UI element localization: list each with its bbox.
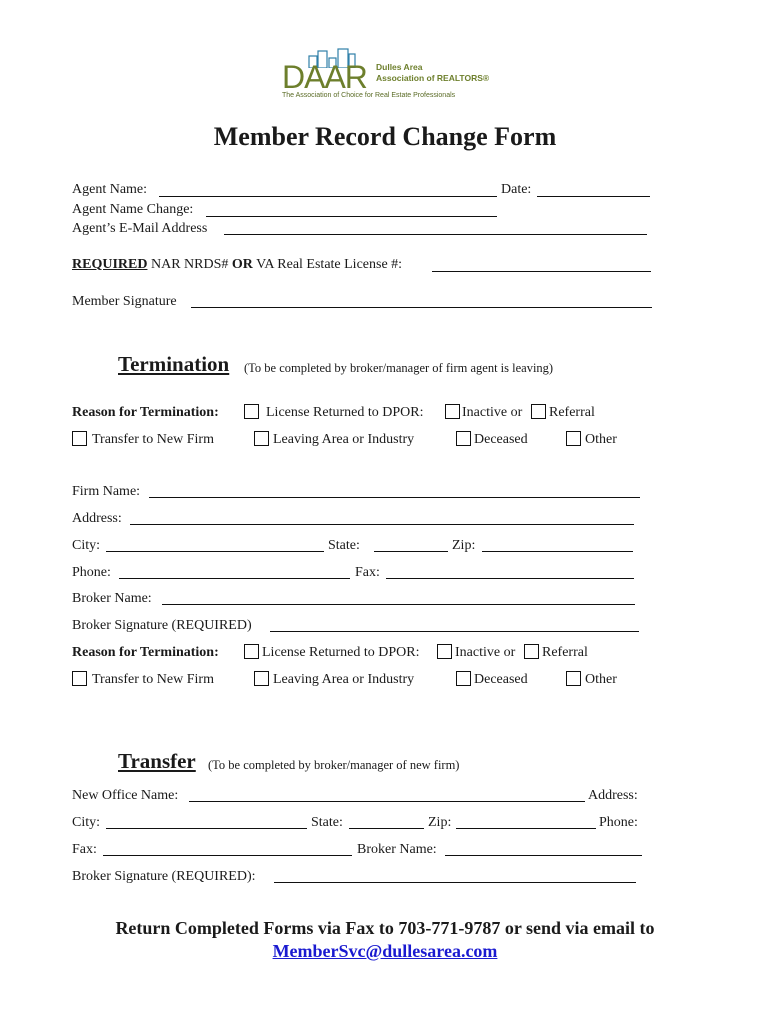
transfer-firm-label-2: Transfer to New Firm (92, 672, 214, 687)
address-field[interactable] (130, 524, 634, 525)
new-office-label: New Office Name: (72, 788, 179, 803)
transfer-firm-checkbox[interactable] (72, 431, 87, 446)
leaving-area-label-2: Leaving Area or Industry (273, 672, 415, 687)
firm-name-label: Firm Name: (72, 484, 141, 499)
transfer-broker-name-label: Broker Name: (357, 842, 437, 857)
phone-field[interactable] (119, 578, 350, 579)
transfer-zip-label: Zip: (428, 815, 452, 830)
page-title: Member Record Change Form (213, 122, 557, 151)
transfer-heading: Transfer (118, 749, 196, 773)
other-checkbox-2[interactable] (566, 671, 581, 686)
new-office-field[interactable] (189, 801, 585, 802)
date-label: Date: (501, 182, 532, 197)
logo-tagline: The Association of Choice for Real Estate Professionals (282, 92, 456, 99)
fax-field[interactable] (386, 578, 634, 579)
transfer-city-field[interactable] (106, 828, 307, 829)
required-word: REQUIRED (72, 257, 148, 272)
deceased-checkbox[interactable] (456, 431, 471, 446)
license-returned-label: License Returned to DPOR: (266, 405, 424, 420)
transfer-city-label: City: (72, 815, 101, 830)
license-returned-label-2: License Returned to DPOR: (262, 645, 420, 660)
transfer-state-field[interactable] (349, 828, 424, 829)
fax-label: Fax: (355, 565, 380, 580)
footer-email-link[interactable]: MemberSvc@dullesarea.com (272, 941, 498, 961)
deceased-checkbox-2[interactable] (456, 671, 471, 686)
broker-signature-field[interactable] (270, 631, 639, 632)
transfer-state-label: State: (311, 815, 343, 830)
logo-org-line1: Dulles Area (376, 62, 423, 72)
transfer-firm-label: Transfer to New Firm (92, 432, 214, 447)
agent-name-label: Agent Name: (72, 182, 148, 197)
firm-name-field[interactable] (149, 497, 640, 498)
transfer-zip-field[interactable] (456, 828, 596, 829)
transfer-phone-label: Phone: (599, 815, 638, 830)
phone-label: Phone: (72, 565, 111, 580)
other-label: Other (585, 432, 617, 447)
inactive-label-2: Inactive or (455, 645, 516, 660)
date-field[interactable] (537, 196, 650, 197)
referral-checkbox-2[interactable] (524, 644, 539, 659)
footer-email-row (0, 940, 770, 962)
license-field[interactable] (432, 271, 651, 272)
license-label: VA Real Estate License #: (256, 257, 403, 272)
agent-name-change-label: Agent Name Change: (72, 202, 194, 217)
inactive-checkbox-2[interactable] (437, 644, 452, 659)
leaving-area-checkbox-2[interactable] (254, 671, 269, 686)
transfer-broker-signature-field[interactable] (274, 882, 636, 883)
agent-name-change-field[interactable] (206, 216, 497, 217)
transfer-address-label: Address: (588, 788, 638, 803)
transfer-firm-checkbox-2[interactable] (72, 671, 87, 686)
termination-note: (To be completed by broker/manager of firm agent is leaving) (244, 361, 554, 375)
license-returned-checkbox[interactable] (244, 404, 259, 419)
agent-email-label: Agent’s E-Mail Address (72, 221, 208, 236)
termination-heading: Termination (118, 352, 230, 376)
deceased-label: Deceased (474, 432, 528, 447)
nrds-label: NAR NRDS# (150, 257, 229, 272)
footer-instructions: Return Completed Forms via Fax to 703-771-9787 or send via email to (115, 918, 655, 938)
transfer-fax-label: Fax: (72, 842, 97, 857)
member-signature-field[interactable] (191, 307, 652, 308)
member-signature-label: Member Signature (72, 294, 177, 309)
logo-org-line2: Association of REALTORS® (376, 73, 490, 83)
broker-signature-label: Broker Signature (REQUIRED) (72, 618, 252, 633)
inactive-label: Inactive or (462, 405, 523, 420)
referral-label: Referral (549, 405, 595, 420)
reason-label: Reason for Termination: (72, 405, 219, 420)
referral-label-2: Referral (542, 645, 588, 660)
broker-name-field[interactable] (162, 604, 635, 605)
broker-name-label: Broker Name: (72, 591, 152, 606)
state-field[interactable] (374, 551, 448, 552)
city-label: City: (72, 538, 101, 553)
logo (282, 48, 490, 104)
agent-name-field[interactable] (159, 196, 497, 197)
transfer-note: (To be completed by broker/manager of new firm) (208, 758, 460, 772)
zip-label: Zip: (452, 538, 476, 553)
leaving-area-checkbox[interactable] (254, 431, 269, 446)
city-field[interactable] (106, 551, 324, 552)
address-label: Address: (72, 511, 122, 526)
other-label-2: Other (585, 672, 617, 687)
inactive-checkbox[interactable] (445, 404, 460, 419)
state-label: State: (328, 538, 360, 553)
transfer-broker-signature-label: Broker Signature (REQUIRED): (72, 869, 256, 884)
deceased-label-2: Deceased (474, 672, 528, 687)
transfer-fax-field[interactable] (103, 855, 352, 856)
license-line (72, 257, 402, 273)
zip-field[interactable] (482, 551, 633, 552)
or-word: OR (231, 257, 253, 272)
leaving-area-label: Leaving Area or Industry (273, 432, 415, 447)
referral-checkbox[interactable] (531, 404, 546, 419)
other-checkbox[interactable] (566, 431, 581, 446)
agent-email-field[interactable] (224, 234, 647, 235)
transfer-broker-name-field[interactable] (445, 855, 642, 856)
reason-label-2: Reason for Termination: (72, 645, 219, 660)
license-returned-checkbox-2[interactable] (244, 644, 259, 659)
logo-mark: DAAR (282, 59, 367, 95)
